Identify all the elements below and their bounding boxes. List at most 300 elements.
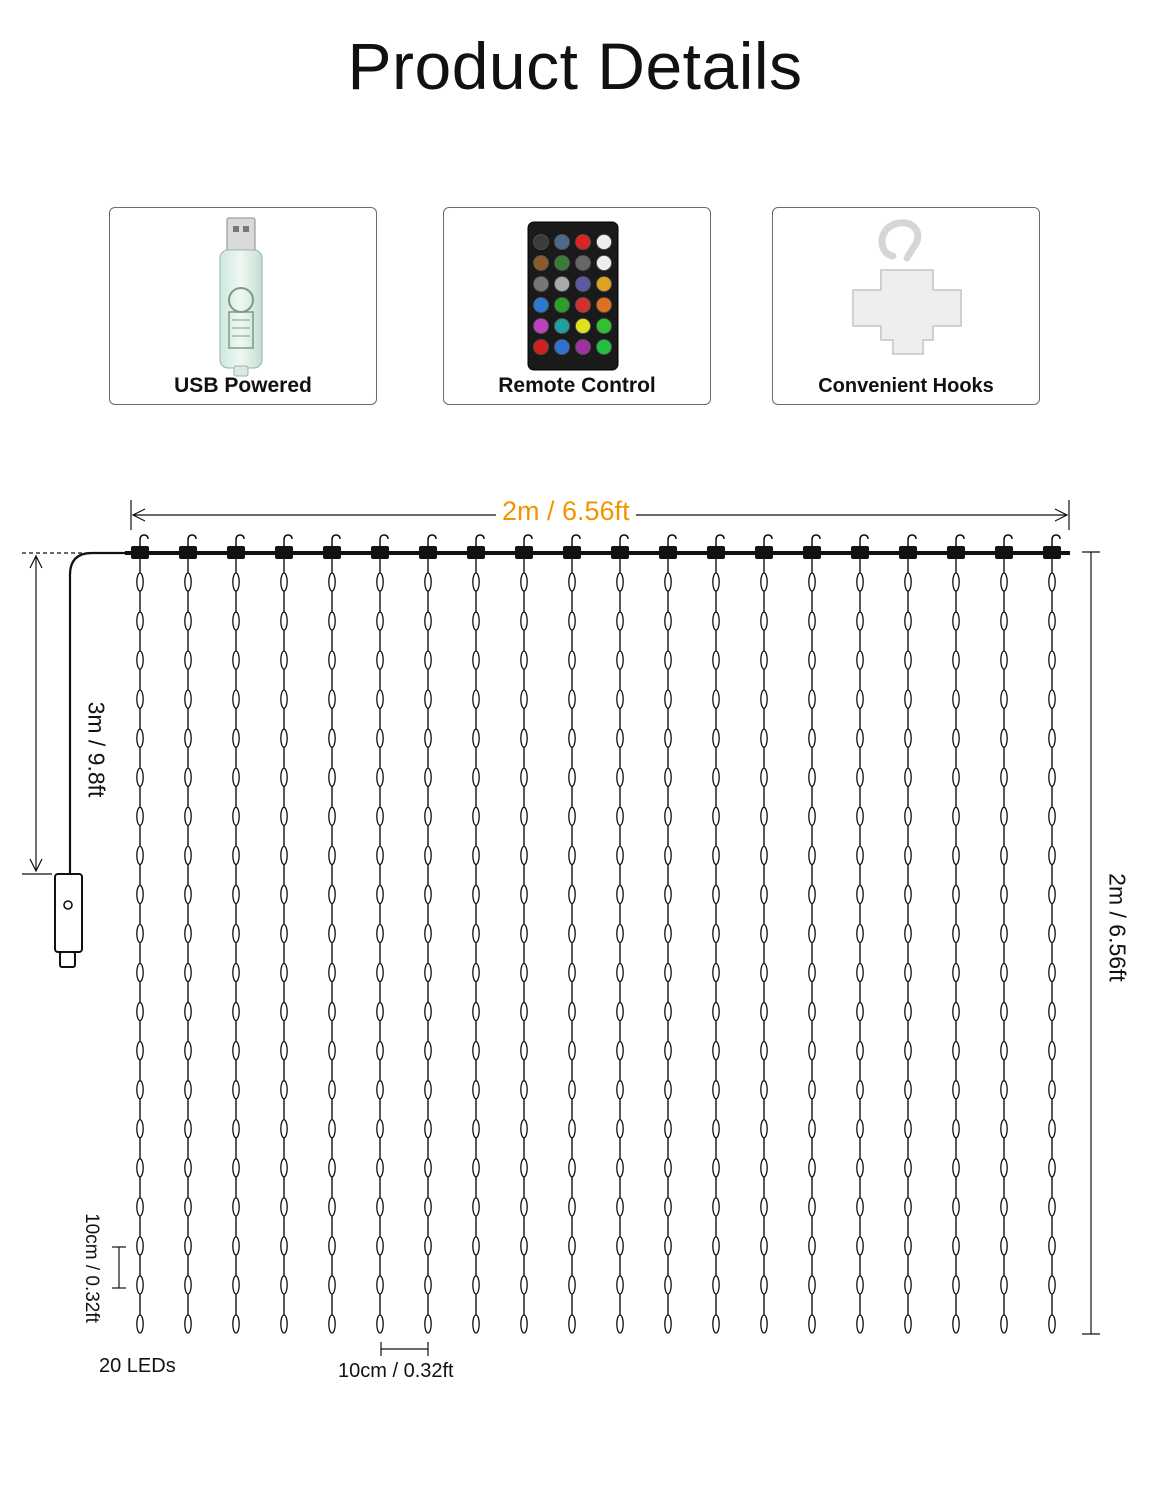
led-bulb: [809, 690, 815, 708]
controller-box: [55, 874, 82, 952]
led-bulb: [1049, 1081, 1055, 1099]
led-bulb: [569, 690, 575, 708]
led-bulb: [809, 885, 815, 903]
led-bulb: [569, 573, 575, 591]
led-bulb: [761, 846, 767, 864]
led-bulb: [473, 846, 479, 864]
led-bulb: [1001, 1198, 1007, 1216]
led-bulb: [185, 1159, 191, 1177]
led-bulb: [761, 885, 767, 903]
led-bulb: [233, 768, 239, 786]
led-bulb: [281, 1198, 287, 1216]
led-bulb: [569, 651, 575, 669]
led-bulb: [857, 885, 863, 903]
led-bulb: [233, 1042, 239, 1060]
led-bulb: [521, 1159, 527, 1177]
led-bulb: [713, 768, 719, 786]
led-bulb: [761, 573, 767, 591]
led-bulb: [905, 1159, 911, 1177]
led-bulb: [473, 1159, 479, 1177]
led-bulb: [521, 924, 527, 942]
led-bulb: [329, 573, 335, 591]
hook-icon: [1004, 535, 1012, 546]
led-bulb: [1001, 964, 1007, 982]
led-bulb: [329, 690, 335, 708]
led-bulb: [1001, 846, 1007, 864]
led-bulb: [1001, 651, 1007, 669]
led-bulb: [233, 1198, 239, 1216]
led-bulb: [185, 768, 191, 786]
led-bulb: [1001, 924, 1007, 942]
strand-clip: [371, 546, 389, 559]
led-bulb: [905, 885, 911, 903]
led-bulb: [185, 924, 191, 942]
led-bulb: [617, 1003, 623, 1021]
led-bulb: [377, 573, 383, 591]
led-bulb: [377, 1003, 383, 1021]
led-bulb: [425, 651, 431, 669]
led-bulb: [809, 1315, 815, 1333]
led-bulb: [233, 1237, 239, 1255]
hook-icon: [236, 535, 244, 546]
led-bulb: [473, 885, 479, 903]
led-bulb: [233, 846, 239, 864]
led-bulb: [665, 1159, 671, 1177]
led-bulb: [185, 651, 191, 669]
led-bulb: [905, 768, 911, 786]
led-bulb: [377, 1159, 383, 1177]
hook-icon: [188, 535, 196, 546]
led-bulb: [329, 924, 335, 942]
led-bulb: [137, 612, 143, 630]
led-bulb: [905, 1081, 911, 1099]
led-bulb: [857, 573, 863, 591]
led-bulb: [377, 1276, 383, 1294]
led-bulb: [569, 807, 575, 825]
led-bulb: [377, 964, 383, 982]
strand-clip: [275, 546, 293, 559]
led-bulb: [617, 651, 623, 669]
led-bulb: [281, 1003, 287, 1021]
led-bulb: [1049, 1237, 1055, 1255]
led-bulb: [953, 1198, 959, 1216]
led-bulb: [185, 1276, 191, 1294]
led-bulb: [137, 1120, 143, 1138]
led-bulb: [281, 651, 287, 669]
led-bulb: [473, 729, 479, 747]
led-bulb: [761, 1081, 767, 1099]
feature-label: Convenient Hooks: [818, 375, 994, 397]
led-bulb: [1001, 1081, 1007, 1099]
led-bulb: [185, 964, 191, 982]
led-bulb: [761, 807, 767, 825]
led-bulb: [713, 1042, 719, 1060]
led-bulb: [713, 1315, 719, 1333]
strand-clip: [563, 546, 581, 559]
led-bulb: [713, 1237, 719, 1255]
led-bulb: [425, 729, 431, 747]
led-bulb: [425, 846, 431, 864]
led-bulb: [809, 612, 815, 630]
led-bulb: [185, 1237, 191, 1255]
led-bulb: [1049, 1159, 1055, 1177]
led-bulb: [857, 729, 863, 747]
led-bulb: [1001, 885, 1007, 903]
led-bulb: [905, 1003, 911, 1021]
strand-clip: [227, 546, 245, 559]
led-bulb: [329, 612, 335, 630]
led-bulb: [665, 1042, 671, 1060]
led-bulb: [521, 690, 527, 708]
led-bulb: [953, 924, 959, 942]
led-bulb: [521, 612, 527, 630]
led-bulb: [521, 807, 527, 825]
led-bulb: [1001, 1120, 1007, 1138]
led-bulb: [857, 651, 863, 669]
led-bulb: [857, 807, 863, 825]
led-bulb: [617, 885, 623, 903]
led-bulb: [233, 1003, 239, 1021]
led-bulb: [473, 651, 479, 669]
led-bulb: [425, 768, 431, 786]
led-bulb: [857, 846, 863, 864]
led-bulb: [137, 1159, 143, 1177]
hook-icon: [860, 535, 868, 546]
led-bulb: [857, 1159, 863, 1177]
strand-clip: [323, 546, 341, 559]
hook-icon: [812, 535, 820, 546]
led-bulb: [137, 1081, 143, 1099]
led-bulb: [809, 1120, 815, 1138]
led-bulb: [953, 1315, 959, 1333]
led-bulb: [953, 1159, 959, 1177]
led-bulb: [521, 1003, 527, 1021]
led-bulb: [857, 1042, 863, 1060]
led-bulb: [953, 1081, 959, 1099]
led-bulb: [953, 846, 959, 864]
hook-icon: [428, 535, 436, 546]
led-bulb: [1049, 768, 1055, 786]
strand-clip: [803, 546, 821, 559]
led-bulb: [761, 651, 767, 669]
led-bulb: [233, 1120, 239, 1138]
led-bulb: [377, 1315, 383, 1333]
hook-icon: [620, 535, 628, 546]
led-bulb: [569, 1276, 575, 1294]
led-bulb: [953, 807, 959, 825]
led-bulb: [1001, 690, 1007, 708]
led-bulb: [1001, 1276, 1007, 1294]
led-bulb: [617, 1159, 623, 1177]
led-bulb: [857, 1198, 863, 1216]
led-bulb: [425, 1003, 431, 1021]
led-bulb: [329, 1081, 335, 1099]
led-bulb: [137, 885, 143, 903]
led-bulb: [809, 1198, 815, 1216]
led-bulb: [425, 964, 431, 982]
led-bulb: [425, 1042, 431, 1060]
led-bulb: [617, 768, 623, 786]
led-bulb: [137, 1003, 143, 1021]
led-bulb: [905, 1120, 911, 1138]
led-bulb: [185, 1120, 191, 1138]
led-bulb: [521, 729, 527, 747]
led-bulb: [665, 1237, 671, 1255]
strand-clip: [947, 546, 965, 559]
led-bulb: [761, 1237, 767, 1255]
led-bulb: [1049, 612, 1055, 630]
led-bulb: [905, 924, 911, 942]
led-bulb: [185, 885, 191, 903]
led-bulb: [713, 573, 719, 591]
led-bulb: [473, 924, 479, 942]
led-bulb: [569, 1198, 575, 1216]
led-bulb: [233, 1276, 239, 1294]
led-bulb: [233, 651, 239, 669]
led-bulb: [713, 1081, 719, 1099]
led-bulb: [185, 612, 191, 630]
led-bulb: [857, 964, 863, 982]
led-bulb: [713, 807, 719, 825]
led-bulb: [1049, 885, 1055, 903]
led-bulb: [953, 612, 959, 630]
led-bulb: [953, 651, 959, 669]
controller-button-icon: [64, 901, 72, 909]
led-spacing-label: 10cm / 0.32ft: [81, 1213, 102, 1323]
led-bulb: [761, 924, 767, 942]
led-bulb: [1049, 1276, 1055, 1294]
led-bulb: [281, 729, 287, 747]
led-bulb: [953, 1237, 959, 1255]
led-bulb: [329, 964, 335, 982]
led-bulb: [521, 964, 527, 982]
led-bulb: [473, 1237, 479, 1255]
led-bulb: [521, 846, 527, 864]
led-bulb: [617, 1081, 623, 1099]
led-bulb: [137, 846, 143, 864]
led-bulb: [425, 573, 431, 591]
led-bulb: [137, 651, 143, 669]
led-bulb: [281, 807, 287, 825]
led-bulb: [857, 1003, 863, 1021]
led-bulb: [377, 1198, 383, 1216]
led-bulb: [521, 573, 527, 591]
led-bulb: [713, 846, 719, 864]
led-bulb: [281, 924, 287, 942]
led-bulb: [185, 1042, 191, 1060]
led-bulb: [377, 768, 383, 786]
strand-clip: [1043, 546, 1061, 559]
led-bulb: [665, 885, 671, 903]
led-bulb: [233, 1315, 239, 1333]
led-bulb: [713, 690, 719, 708]
led-bulb: [953, 690, 959, 708]
led-bulb: [569, 924, 575, 942]
led-bulb: [1001, 573, 1007, 591]
feature-label: Remote Control: [498, 374, 656, 397]
led-bulb: [329, 1315, 335, 1333]
led-bulb: [761, 729, 767, 747]
led-bulb: [761, 690, 767, 708]
hook-icon: [524, 535, 532, 546]
led-bulb: [953, 1120, 959, 1138]
led-bulb: [665, 924, 671, 942]
led-bulb: [377, 885, 383, 903]
led-bulb: [569, 1120, 575, 1138]
led-bulb: [617, 924, 623, 942]
strand-clip: [131, 546, 149, 559]
led-bulb: [665, 1315, 671, 1333]
led-bulb: [473, 573, 479, 591]
led-bulb: [521, 651, 527, 669]
led-bulb: [713, 1003, 719, 1021]
led-bulb: [809, 807, 815, 825]
led-bulb: [713, 612, 719, 630]
led-bulb: [137, 924, 143, 942]
led-bulb: [425, 1276, 431, 1294]
led-bulb: [857, 1276, 863, 1294]
led-bulb: [665, 964, 671, 982]
led-bulb: [857, 612, 863, 630]
led-bulb: [1049, 807, 1055, 825]
led-bulb: [137, 573, 143, 591]
led-bulb: [905, 1198, 911, 1216]
led-bulb: [569, 768, 575, 786]
led-bulb: [953, 729, 959, 747]
led-bulb: [185, 1081, 191, 1099]
led-bulb: [377, 1120, 383, 1138]
led-bulb: [569, 885, 575, 903]
strand-clip: [611, 546, 629, 559]
led-bulb: [473, 768, 479, 786]
led-bulb: [761, 612, 767, 630]
led-bulb: [809, 768, 815, 786]
led-bulb: [809, 1003, 815, 1021]
led-bulb: [569, 729, 575, 747]
led-bulb: [281, 1081, 287, 1099]
led-bulb: [953, 964, 959, 982]
led-bulb: [665, 807, 671, 825]
led-bulb: [761, 1276, 767, 1294]
led-bulb: [905, 612, 911, 630]
led-bulb: [425, 612, 431, 630]
led-bulb: [665, 1003, 671, 1021]
hook-icon: [332, 535, 340, 546]
led-bulb: [233, 1081, 239, 1099]
led-bulb: [713, 1159, 719, 1177]
led-bulb: [425, 1237, 431, 1255]
led-bulb: [329, 729, 335, 747]
led-bulb: [1049, 964, 1055, 982]
led-bulb: [473, 1198, 479, 1216]
led-bulb: [137, 729, 143, 747]
led-bulb: [857, 1315, 863, 1333]
led-bulb: [137, 768, 143, 786]
led-bulb: [473, 612, 479, 630]
led-bulb: [281, 964, 287, 982]
led-bulb: [185, 1315, 191, 1333]
led-bulb: [233, 690, 239, 708]
led-bulb: [569, 846, 575, 864]
lead-cable-label: 3m / 9.8ft: [83, 688, 110, 812]
led-bulb: [425, 1120, 431, 1138]
led-bulb: [1001, 1003, 1007, 1021]
led-bulb: [1049, 573, 1055, 591]
led-bulb: [185, 573, 191, 591]
led-bulb: [1001, 1159, 1007, 1177]
led-bulb: [281, 1159, 287, 1177]
strand-clip: [707, 546, 725, 559]
led-bulb: [761, 1042, 767, 1060]
led-bulb: [713, 1198, 719, 1216]
led-bulb: [233, 885, 239, 903]
led-bulb: [809, 1081, 815, 1099]
led-bulb: [617, 729, 623, 747]
led-bulb: [905, 807, 911, 825]
led-bulb: [905, 1276, 911, 1294]
led-bulb: [233, 573, 239, 591]
led-bulb: [233, 612, 239, 630]
led-bulb: [617, 1120, 623, 1138]
hook-icon: [140, 535, 148, 546]
led-bulb: [377, 729, 383, 747]
led-bulb: [1049, 1042, 1055, 1060]
led-bulb: [761, 964, 767, 982]
led-bulb: [953, 1042, 959, 1060]
hook-icon: [716, 535, 724, 546]
led-bulb: [953, 768, 959, 786]
led-bulb: [809, 1276, 815, 1294]
led-bulb: [569, 1315, 575, 1333]
led-bulb: [713, 651, 719, 669]
led-bulb: [809, 1042, 815, 1060]
led-bulb: [665, 1081, 671, 1099]
led-bulb: [665, 690, 671, 708]
led-bulb: [233, 729, 239, 747]
led-bulb: [761, 1120, 767, 1138]
led-bulb: [473, 964, 479, 982]
led-bulb: [137, 807, 143, 825]
led-bulb: [185, 690, 191, 708]
led-bulb: [809, 651, 815, 669]
led-bulb: [425, 924, 431, 942]
led-bulb: [761, 1198, 767, 1216]
led-bulb: [761, 1159, 767, 1177]
led-bulb: [1049, 1315, 1055, 1333]
strand-clip: [659, 546, 677, 559]
led-bulb: [185, 1198, 191, 1216]
led-bulb: [377, 807, 383, 825]
led-bulb: [377, 924, 383, 942]
led-bulb: [137, 1315, 143, 1333]
led-bulb: [713, 1276, 719, 1294]
led-bulb: [425, 885, 431, 903]
hook-icon: [764, 535, 772, 546]
led-bulb: [521, 885, 527, 903]
led-bulb: [713, 729, 719, 747]
led-bulb: [521, 1315, 527, 1333]
led-bulb: [377, 690, 383, 708]
led-bulb: [857, 1081, 863, 1099]
feature-label: USB Powered: [174, 374, 312, 397]
led-bulb: [377, 846, 383, 864]
led-bulb: [329, 885, 335, 903]
led-bulb: [281, 885, 287, 903]
led-bulb: [425, 1198, 431, 1216]
led-bulb: [473, 1315, 479, 1333]
led-bulb: [1049, 1120, 1055, 1138]
led-bulb: [617, 964, 623, 982]
